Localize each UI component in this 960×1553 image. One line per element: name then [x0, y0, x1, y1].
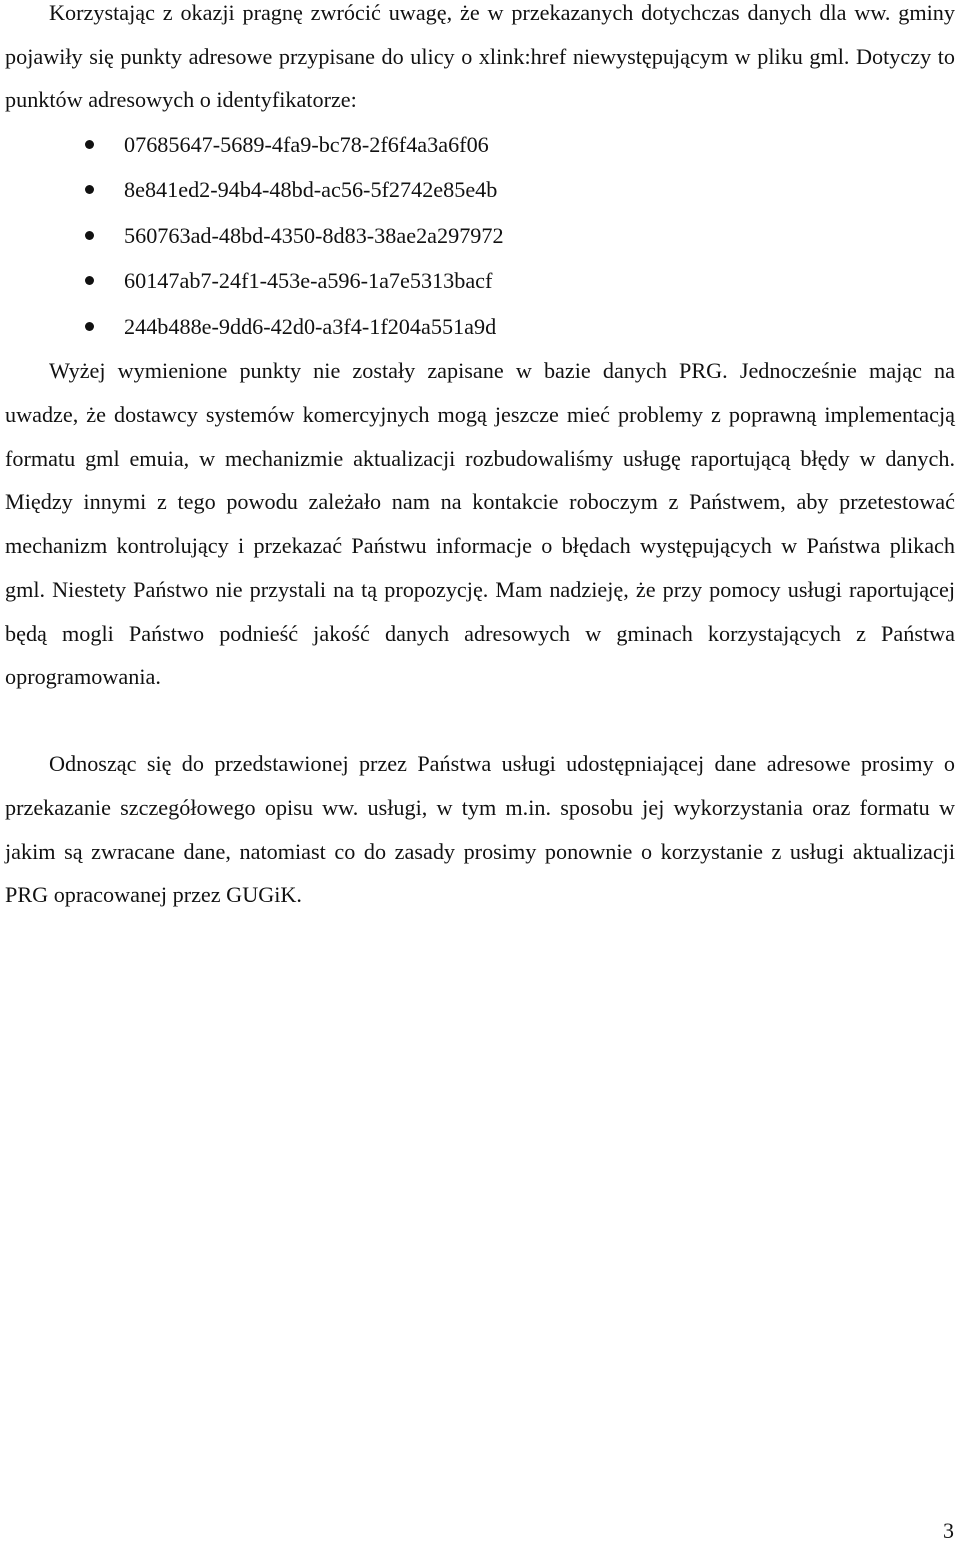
list-item — [5, 304, 955, 350]
bullet-icon — [85, 140, 94, 149]
identifier-text: 8e841ed2-94b4-48bd-ac56-5f2742e85e4b — [124, 177, 498, 203]
paragraph-report-service: Wyżej wymienione punkty nie zostały zapisane w bazie danych PRG. Jednocześnie mając na uwadze, że dostawcy systemów komercyjnych mogą jeszcze mieć problemy z poprawną implementacją formatu gml emuia, w mechanizmie aktualizacji rozbudowaliśmy usługę raportującą błędy w danych. Między innymi z tego powodu zależało nam na kontakcie roboczym z Państwem, aby przetestować mechanizm kontrolujący i przekazać Państwu informacje o błędach występujących w Państwa plikach gml. Niestety Państwo nie przystali na tą propozycję. Mam nadzieję, że przy pomocy usługi raportującej będą mogli Państwo podnieść jakość danych adresowych w gminach korzystających z Państwa oprogramowania. — [5, 358, 955, 690]
list-item — [5, 213, 955, 259]
identifier-text: 60147ab7-24f1-453e-a596-1a7e5313bacf — [124, 268, 493, 294]
bullet-icon — [85, 276, 94, 285]
list-item — [5, 167, 955, 213]
bullet-icon — [85, 322, 94, 331]
paragraph-intro: Korzystając z okazji pragnę zwrócić uwagę, że w przekazanych dotychczas danych dla ww. gminy pojawiły się punkty adresowe przypisane do ulicy o xlink:href niewystępującym w pliku gml. Dotyczy to punktów adresowych o identyfikatorze: — [5, 0, 955, 113]
identifier-list — [5, 122, 955, 350]
identifier-text: 244b488e-9dd6-42d0-a3f4-1f204a551a9d — [124, 313, 497, 339]
paragraph-service-request: Odnosząc się do przedstawionej przez Państwa usługi udostępniającej dane adresowe prosimy o przekazanie szczegółowego opisu ww. usługi, w tym m.in. sposobu jej wykorzystania oraz formatu w jakim są zwracane dane, natomiast co do zasady prosimy ponownie o korzystanie z usługi aktualizacji PRG opracowanej przez GUGiK. — [5, 750, 955, 908]
page-number: 3 — [943, 1518, 954, 1543]
bullet-icon — [85, 231, 94, 240]
identifier-text: 07685647-5689-4fa9-bc78-2f6f4a3a6f06 — [124, 131, 489, 157]
identifier-text: 560763ad-48bd-4350-8d83-38ae2a297972 — [124, 222, 504, 248]
list-item — [5, 258, 955, 304]
document-page — [5, 0, 955, 917]
list-item — [5, 122, 955, 168]
bullet-icon — [85, 185, 94, 194]
